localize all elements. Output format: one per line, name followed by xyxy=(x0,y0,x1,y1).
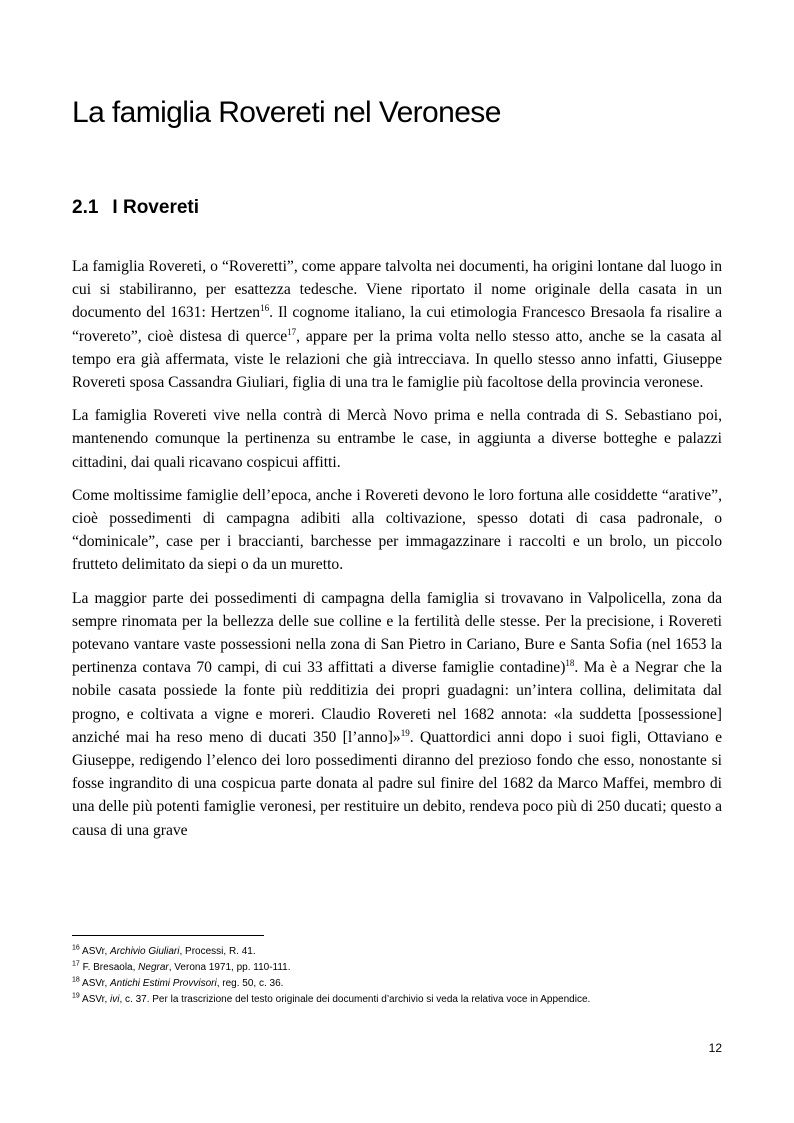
body-text xyxy=(72,255,722,852)
footnote-title: ivi xyxy=(110,994,120,1005)
footnote-number: 17 xyxy=(72,960,80,968)
paragraph-text: . Il cognome italiano, la cui etimologia Francesco Bresaola fa risalire a “rovereto”, cioè distesa di querce xyxy=(72,304,722,345)
footnote-17 xyxy=(72,960,732,976)
footnote-text: , Verona 1971, pp. 110-111. xyxy=(168,962,291,973)
paragraph-1 xyxy=(72,255,722,394)
footnote-text: ASVr, xyxy=(82,994,111,1005)
footnote-ref-19[interactable]: 19 xyxy=(400,727,410,738)
paragraph-text: . Ma è a Negrar che la nobile casata possiede la fonte più redditizia dei propri guadagni: un’intera collina, delimitata dal progno, e coltivata a vigne e moreri. Claudio Rovereti nel 1682 annota: «la suddetta [possessione] anziché mai ha reso meno di ducati 350 [l’anno]» xyxy=(72,659,722,746)
footnote-16 xyxy=(72,944,732,960)
section-heading xyxy=(72,197,732,219)
footnote-title: Archivio Giuliari xyxy=(110,946,180,957)
footnote-19 xyxy=(72,992,732,1008)
footnote-text: , c. 37. Per la trascrizione del testo originale dei documenti d’archivio si veda la relativa voce in Appendice. xyxy=(119,994,591,1005)
footnote-title: Antichi Estimi Provvisori xyxy=(110,978,217,989)
footnote-number: 19 xyxy=(72,992,80,1000)
footnote-text: F. Bresaola, xyxy=(82,962,139,973)
paragraph-text: La famiglia Rovereti, o “Roveretti”, come appare talvolta nei documenti, ha origini lontane dal luogo in cui si stabiliranno, per esattezza tedesche. Viene riportato il nome originale della casata in un documento del 1631: Hertzen xyxy=(72,258,722,322)
paragraph-text: . Quattordici anni dopo i suoi figli, Ottaviano e Giuseppe, redigendo l’elenco dei loro possedimenti diranno del prezioso fondo che esso, nonostante si fosse ingrandito di una cospicua parte donata al padre sul finire del 1682 da Marco Maffei, membro di una delle più potenti famiglie veronesi, per restituire un debito, rendeva poco più di 250 ducati; questo a causa di una grave xyxy=(72,728,722,839)
footnote-text: ASVr, xyxy=(82,946,111,957)
paragraph-2: La famiglia Rovereti vive nella contrà di Mercà Novo prima e nella contrada di S. Sebastiano poi, mantenendo comunque la pertinenza su entrambe le case, in aggiunta a diverse botteghe e palazzi cittadini, dai quali ricavano cospicui affitti. xyxy=(72,407,722,471)
footnote-text: , Processi, R. 41. xyxy=(179,946,256,957)
paragraph-text: , appare per la prima volta nello stesso atto, anche se la casata al tempo era già affermata, viste le relazioni che già intrecciava. In quello stesso anno infatti, Giuseppe Rovereti sposa Cassandra Giuliari, figlia di una tra le famiglie più facoltose della provincia veronese. xyxy=(72,327,722,392)
section-title: I Rovereti xyxy=(112,197,200,218)
footnotes xyxy=(72,944,732,1008)
footnote-text: ASVr, xyxy=(82,978,111,989)
footnote-number: 18 xyxy=(72,976,80,984)
footnote-title: Negrar xyxy=(138,962,169,973)
footnote-18 xyxy=(72,976,732,992)
paragraph-3: Come moltissime famiglie dell’epoca, anche i Rovereti devono le loro fortuna alle cosiddette “arative”, cioè possedimenti di campagna adibiti alla coltivazione, spesso dotati di casa padronale, o “dominicale”, case per i braccianti, barchesse per immagazzinare i raccolti e un brolo, un piccolo frutteto delimitato da siepi o da un muretto. xyxy=(72,486,722,574)
footnote-number: 16 xyxy=(72,944,80,952)
chapter-title: La famiglia Rovereti nel Veronese xyxy=(72,96,501,129)
section-number: 2.1 xyxy=(72,197,99,218)
footnote-text: , reg. 50, c. 36. xyxy=(216,978,284,989)
footnote-divider xyxy=(72,935,264,936)
page-number: 12 xyxy=(708,1041,722,1055)
footnote-ref-18[interactable]: 18 xyxy=(565,658,575,669)
paragraph-4 xyxy=(72,587,722,842)
footnote-ref-16[interactable]: 16 xyxy=(260,303,270,314)
paragraph-text: La maggior parte dei possedimenti di campagna della famiglia si trovavano in Valpolicella, zona da sempre rinomata per la bellezza delle sue colline e la fertilità delle stesse. Per la precisione, i Rovereti potevano vantare vaste possessioni nella zona di San Pietro in Cariano, Bure e Santa Sofia (nel 1653 la pertinenza contava 70 campi, di cui 33 affittati a diverse famiglie contadine) xyxy=(72,589,722,677)
footnote-ref-17[interactable]: 17 xyxy=(287,326,297,337)
